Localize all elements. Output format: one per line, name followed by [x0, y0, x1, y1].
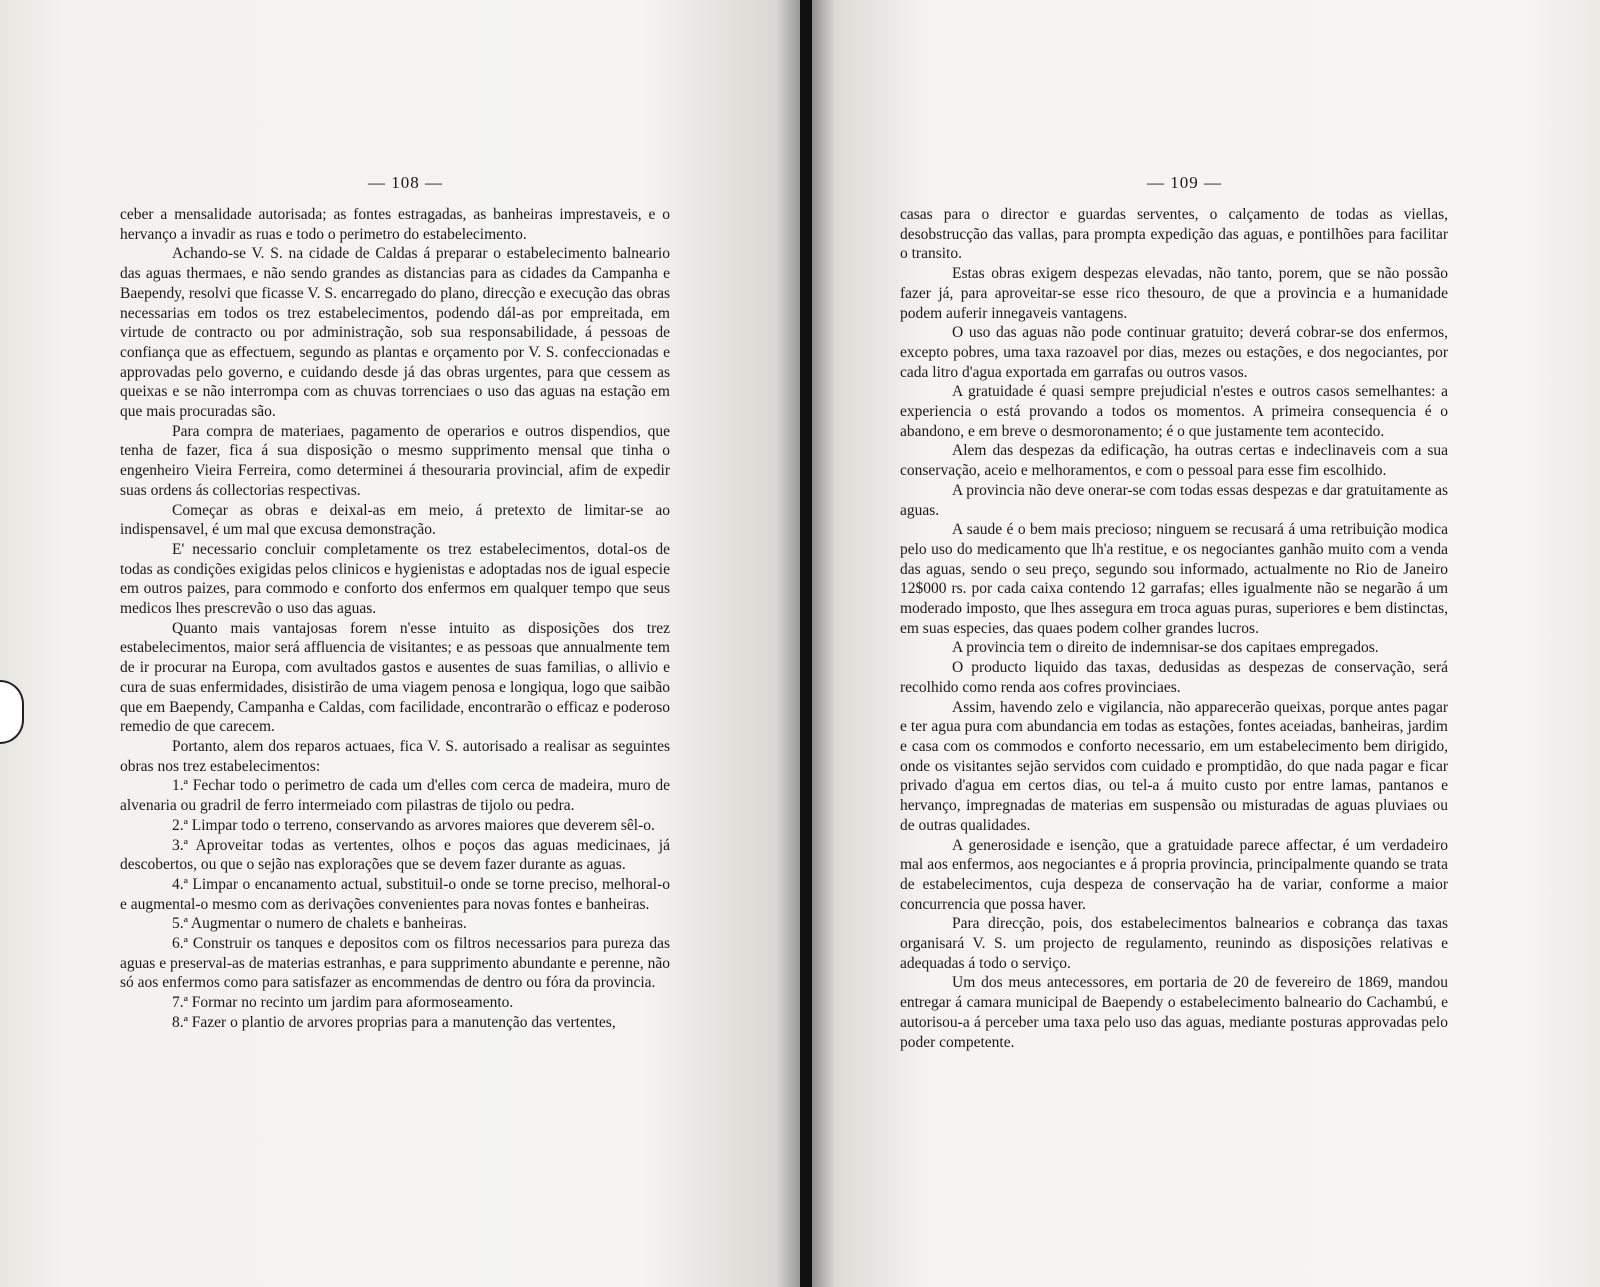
- paragraph: 8.ª Fazer o plantio de arvores proprias para a manutenção das vertentes,: [172, 1013, 616, 1031]
- paragraph: Estas obras exigem despezas elevadas, não tanto, porem, que se não possão fazer já, para aproveitar-se esse rico thesouro, de que a provincia e a humanidade podem auferir innegaveis vantagens.: [900, 265, 1448, 322]
- paragraph: O uso das aguas não pode continuar gratuito; deverá cobrar-se dos enfermos, excepto pobres, uma taxa razoavel por dias, mezes ou estações, e dos negociantes, por cada litro d'agua exportada em garrafas ou outros vasos.: [900, 324, 1448, 381]
- paragraph: O producto liquido das taxas, dedusidas as despezas de conservação, será recolhido como renda aos cofres provinciaes.: [900, 659, 1448, 696]
- paragraph: 3.ª Aproveitar todas as vertentes, olhos e poços das aguas medicinaes, já descobertos, ou que o sejão nas explorações que se devem fazer durante as aguas.: [120, 836, 670, 874]
- right-page-text: [900, 205, 1448, 1052]
- paragraph: E' necessario concluir completamente os trez estabelecimentos, dotal-os de todas as condições exigidas pelos clinicos e hygienistas e adoptadas nos de igual especie em outros paizes, para commodo e conforto dos enfermos em qualquer tempo que seus medicos lhes prescrevão o uso das aguas.: [120, 540, 670, 618]
- paragraph: Um dos meus antecessores, em portaria de 20 de fevereiro de 1869, mandou entregar á camara municipal de Baependy o estabelecimento balneario do Cachambú, e autorisou-a á perceber uma taxa pelo uso das aguas, mediante posturas approvadas pelo poder competente.: [900, 974, 1448, 1051]
- paragraph: A provincia não deve onerar-se com todas essas despezas e dar gratuitamente as aguas.: [900, 481, 1448, 519]
- paragraph: Achando-se V. S. na cidade de Caldas á preparar o estabelecimento balneario das aguas thermaes, e não sendo grandes as distancias para as cidades da Campanha e Baependy, resolvi que ficasse V. S. encarregado do plano, direcção e execução das obras necessarias em todos os trez estabelecimentos, podendo dál-as por empreitada, em virtude de contracto ou por administração, sob sua responsabilidade, á pessoas de confiança que as effectuem, segundo as plantas e orçamento por V. S. confeccionadas e approvadas pelo governo, e cuidando desde já das obras urgentes, para que cessem as queixas e se não interrompa com as chuvas torrenciaes o uso das aguas na estação em que mais procuradas são.: [120, 245, 670, 421]
- page-damage-hole: [0, 680, 24, 744]
- paragraph: A generosidade e isenção, que a gratuidade parece affectar, é um verdadeiro mal aos enfermos, aos negociantes e á propria provincia, principalmente quando se trata de estabelecimentos, cuja despeza de conservação ha de variar, conforme a maior concurrencia que possa haver.: [900, 836, 1448, 913]
- paragraph: ceber a mensalidade autorisada; as fontes estragadas, as banheiras imprestaveis, e o hervanço a invadir as ruas e todo o perimetro do estabelecimento.: [120, 206, 670, 243]
- page-number-109: — 109 —: [1147, 173, 1222, 192]
- paragraph: 1.ª Fechar todo o perimetro de cada um d'elles com cerca de madeira, muro de alvenaria ou gradril de ferro intermeiado com pilastras de tijolo ou pedra.: [120, 777, 670, 815]
- right-page: [812, 0, 1600, 1287]
- paragraph: 4.ª Limpar o encanamento actual, substituil-o onde se torne preciso, melhoral-o e augmental-o mesmo com as derivações convenientes para novas fontes e banheiras.: [120, 875, 670, 913]
- paragraph: casas para o director e guardas serventes, o calçamento de todas as viellas, desobstrucção das vallas, para prompta expedição das aguas, e pontilhões para facilitar o transito.: [900, 206, 1448, 263]
- paragraph: 2.ª Limpar todo o terreno, conservando as arvores maiores que deverem sêl-o.: [172, 816, 655, 834]
- paragraph: 5.ª Augmentar o numero de chalets e banheiras.: [172, 915, 467, 933]
- paragraph: A saude é o bem mais precioso; ninguem se recusará á uma retribuição modica pelo uso do medicamento que lh'a restitue, e os negociantes ganhão muito com a venda das aguas, sendo o seu preço, segundo sou informado, actualmente no Rio de Janeiro 12$000 rs. por cada caixa contendo 12 garrafas; elles igualmente não se negarão á um moderado imposto, que lhes assegura em troca aguas puras, superiores e bem distinctas, em suas especies, das quaes podem colher grandes lucros.: [900, 521, 1448, 637]
- paragraph: Começar as obras e deixal-as em meio, á pretexto de limitar-se ao indispensavel, é um mal que excusa demonstração.: [120, 501, 670, 539]
- paragraph: Portanto, alem dos reparos actuaes, fica V. S. autorisado a realisar as seguintes obras nos trez estabelecimentos:: [120, 737, 670, 775]
- book-gutter: [800, 0, 812, 1287]
- paragraph: A provincia tem o direito de indemnisar-se dos capitaes empregados.: [952, 639, 1379, 657]
- paragraph: Para direcção, pois, dos estabelecimentos balnearios e cobrança das taxas organisará V. S. um projecto de regulamento, reunindo as disposições relativas e adequadas á todo o serviço.: [900, 915, 1448, 972]
- paragraph: 6.ª Construir os tanques e depositos com os filtros necessarios para pureza das aguas e preserval-as de materias estranhas, e para supprimento abundante e perenne, não só aos enfermos como para satisfazer as encommendas de dentro ou fóra da provincia.: [120, 935, 670, 992]
- paragraph: Assim, havendo zelo e vigilancia, não apparecerão queixas, porque antes pagar e ter agua pura com abundancia em todas as estações, fontes aceiadas, banheiras, jardim e casa com os commodos e conforto necessario, em um estabelecimento bem dirigido, onde os visitantes sejão servidos com cuidado e promptidão, do que nada pagar e ficar privado d'agua em certos dias, ou tel-a á muito custo por entre lamas, pantanos e hervanço, impregnadas de materias em suspensão ou misturadas de aguas pluviaes ou de outras qualidades.: [900, 698, 1448, 834]
- page-number-108: — 108 —: [368, 173, 443, 192]
- paragraph: Quanto mais vantajosas forem n'esse intuito as disposições dos trez estabelecimentos, maior será affluencia de visitantes; e as pessoas que annualmente tem de ir procurar na Europa, com avultados gastos e ausentes de suas familias, o allivio e cura de suas enfermidades, disistirão de uma viagem penosa e longiqua, logo que saibão que em Baependy, Campanha e Caldas, com facilidade, encontrarão o efficaz e poderoso remedio de que carecem.: [120, 619, 671, 736]
- paragraph: 7.ª Formar no recinto um jardim para aformoseamento.: [172, 994, 514, 1012]
- left-page-text: [120, 205, 670, 1033]
- paragraph: Para compra de materiaes, pagamento de operarios e outros dispendios, que tenha de fazer, fica á sua disposição o mesmo supprimento mensal que tinha o engenheiro Vieira Ferreira, como determinei á thesouraria provincial, afim de expedir suas ordens ás collectorias respectivas.: [120, 422, 670, 499]
- paragraph: Alem das despezas da edificação, ha outras certas e indeclinaveis com a sua conservação, aceio e melhoramentos, e com o pessoal para esse fim escolhido.: [900, 442, 1448, 480]
- paragraph: A gratuidade é quasi sempre prejudicial n'estes e outros casos semelhantes: a experiencia o está provando a todos os momentos. A primeira consequencia é o abandono, e em breve o desmoronamento; é o que justamente tem acontecido.: [900, 383, 1448, 440]
